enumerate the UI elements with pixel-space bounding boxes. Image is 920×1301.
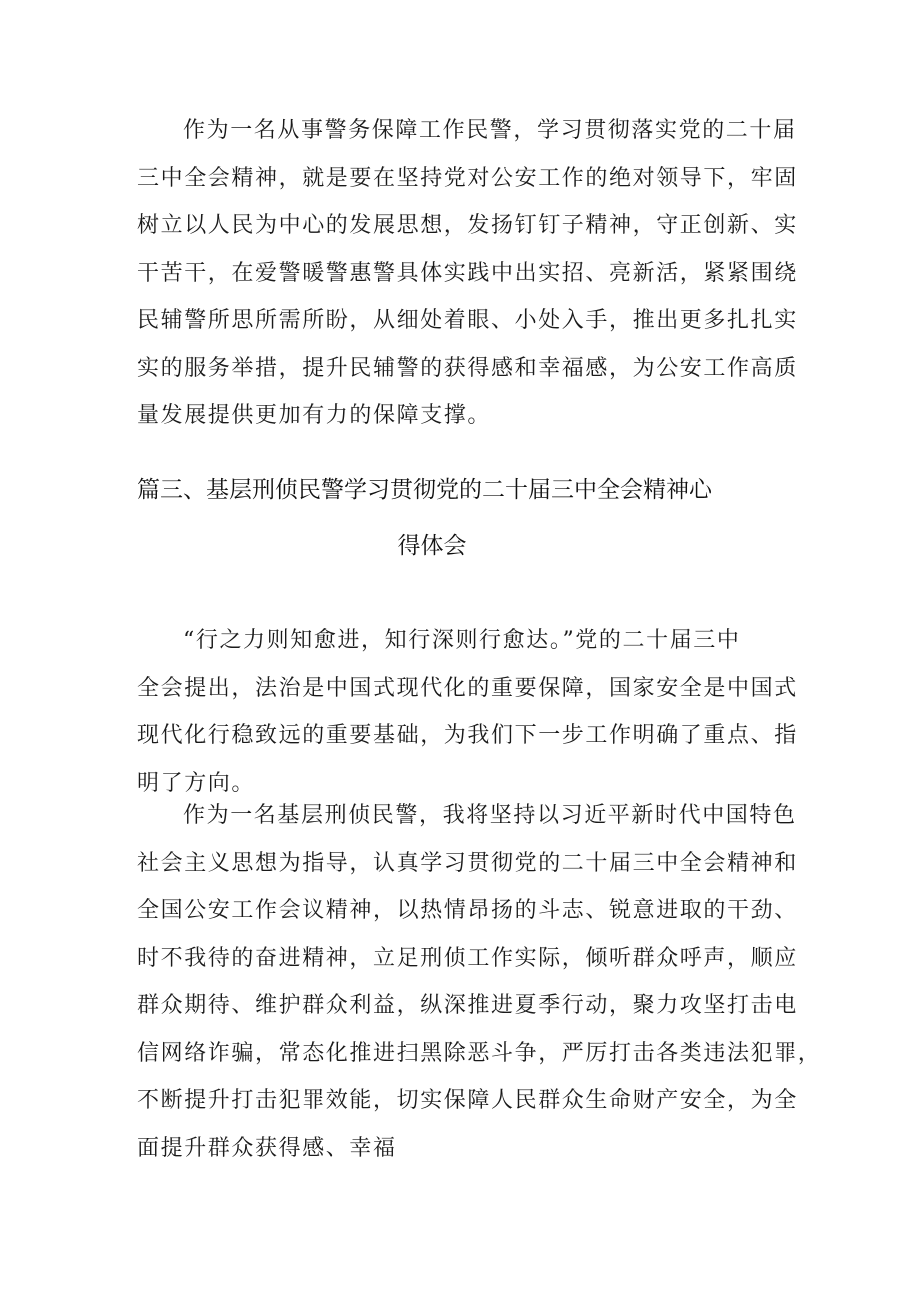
section-heading	[137, 473, 797, 563]
paragraph-line: 现代化行稳致远的重要基础，为我们下一步工作明确了重点、指	[137, 723, 798, 748]
paragraph-line: 民辅警所思所需所盼，从细处着眼、小处入手，推出更多扎扎实	[137, 308, 798, 333]
paragraph-line: 作为一名基层刑侦民警，我将坚持以习近平新时代中国特色	[183, 803, 797, 828]
paragraph-line: 实的服务举措，提升民辅警的获得感和幸福感，为公安工作高质	[137, 355, 798, 381]
paragraph-line: 全国公安工作会议精神，以热情昂扬的斗志、锐意进取的干劲、	[137, 898, 798, 923]
section-heading-line-2: 得体会	[397, 533, 467, 559]
paragraph-line: “行之力则知愈进，知行深则行愈达。”党的二十届三中	[183, 628, 741, 653]
paragraph-line: 信网络诈骗，常态化推进扫黑除恶斗争，严厉打击各类违法犯罪，	[137, 1040, 822, 1066]
paragraph-line: 明了方向。	[137, 770, 256, 796]
paragraph-line: 面提升群众获得感、幸福	[137, 1135, 397, 1161]
paragraph-line: 不断提升打击犯罪效能，切实保障人民群众生命财产安全，为全	[137, 1088, 798, 1113]
paragraph-line: 量发展提供更加有力的保障支撑。	[137, 403, 492, 428]
paragraph-line: 树立以人民为中心的发展思想，发扬钉钉子精神，守正创新、实	[137, 213, 798, 238]
paragraph-criminal-investigation	[137, 792, 822, 1172]
paragraph-line: 三中全会精神，就是要在坚持党对公安工作的绝对领导下，牢固	[137, 165, 798, 191]
paragraph-line: 群众期待、维护群众利益，纵深推进夏季行动，聚力攻坚打击电	[137, 993, 798, 1018]
paragraph-warrant-support	[137, 107, 797, 440]
section-heading-line-1: 篇三、基层刑侦民警学习贯彻党的二十届三中全会精神心	[137, 477, 712, 503]
paragraph-line: 干苦干，在爱警暖警惠警具体实践中出实招、亮新活，紧紧围绕	[137, 260, 798, 286]
paragraph-line: 时不我待的奋进精神，立足刑侦工作实际，倾听群众呼声，顺应	[137, 945, 798, 971]
paragraph-line: 全会提出，法治是中国式现代化的重要保障，国家安全是中国式	[137, 675, 798, 701]
paragraph-quote-intro	[137, 617, 797, 807]
paragraph-line: 作为一名从事警务保障工作民警，学习贯彻落实党的二十届	[183, 118, 797, 143]
paragraph-line: 社会主义思想为指导，认真学习贯彻党的二十届三中全会精神和	[137, 850, 798, 876]
